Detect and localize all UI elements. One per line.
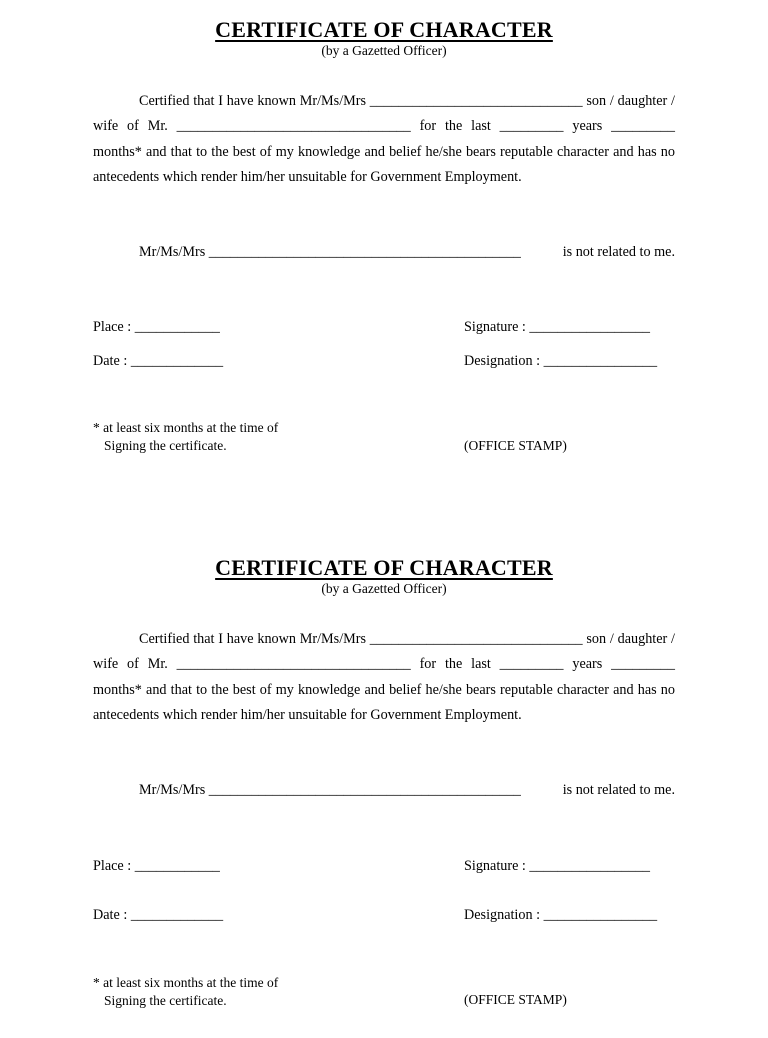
designation-field: Designation : ________________: [464, 353, 658, 369]
not-related-name-blank: Mr/Ms/Mrs ____________________________________________: [139, 782, 521, 798]
not-related-text: is not related to me.: [562, 782, 675, 798]
date-field: Date : _____________: [93, 353, 224, 369]
certificate-title: CERTIFICATE OF CHARACTER: [215, 17, 553, 42]
designation-field: Designation : ________________: [464, 907, 658, 923]
footnote: [93, 419, 278, 454]
place-field: Place : ____________: [93, 319, 220, 335]
certificate-subtitle: (by a Gazetted Officer): [321, 581, 447, 596]
office-stamp-label: (OFFICE STAMP): [464, 992, 567, 1007]
certificate-title: CERTIFICATE OF CHARACTER: [215, 555, 553, 580]
footnote-line-1: * at least six months at the time of: [93, 975, 279, 990]
not-related-text: is not related to me.: [562, 244, 675, 260]
not-related-statement: [139, 779, 675, 801]
footnote-line-1: * at least six months at the time of: [93, 420, 279, 435]
not-related-statement: [139, 241, 675, 263]
certificate-subtitle: (by a Gazetted Officer): [321, 43, 447, 58]
certificate-form-1: [0, 0, 768, 500]
certification-paragraph: Certified that I have known Mr/Ms/Mrs ______________________________ son / daughter / wife of Mr. _________________________________ for the last _________ years _________ months* and that to the best of my knowledge and belief he/she bears reputable character and has no antecedents which render him/her unsuitable for Government Employment.: [93, 93, 675, 185]
not-related-name-blank: Mr/Ms/Mrs ____________________________________________: [139, 244, 521, 260]
office-stamp-label: (OFFICE STAMP): [464, 438, 567, 453]
footnote-line-2: Signing the certificate.: [104, 437, 227, 453]
certificate-form-2: [0, 538, 768, 1038]
footnote: [93, 974, 278, 1009]
footnote-line-2: Signing the certificate.: [104, 992, 227, 1008]
date-field: Date : _____________: [93, 907, 224, 923]
place-field: Place : ____________: [93, 858, 220, 874]
signature-field: Signature : _________________: [464, 319, 651, 335]
signature-field: Signature : _________________: [464, 858, 651, 874]
certification-paragraph: Certified that I have known Mr/Ms/Mrs ______________________________ son / daughter / wife of Mr. _________________________________ for the last _________ years _________ months* and that to the best of my knowledge and belief he/she bears reputable character and has no antecedents which render him/her unsuitable for Government Employment.: [93, 631, 675, 723]
